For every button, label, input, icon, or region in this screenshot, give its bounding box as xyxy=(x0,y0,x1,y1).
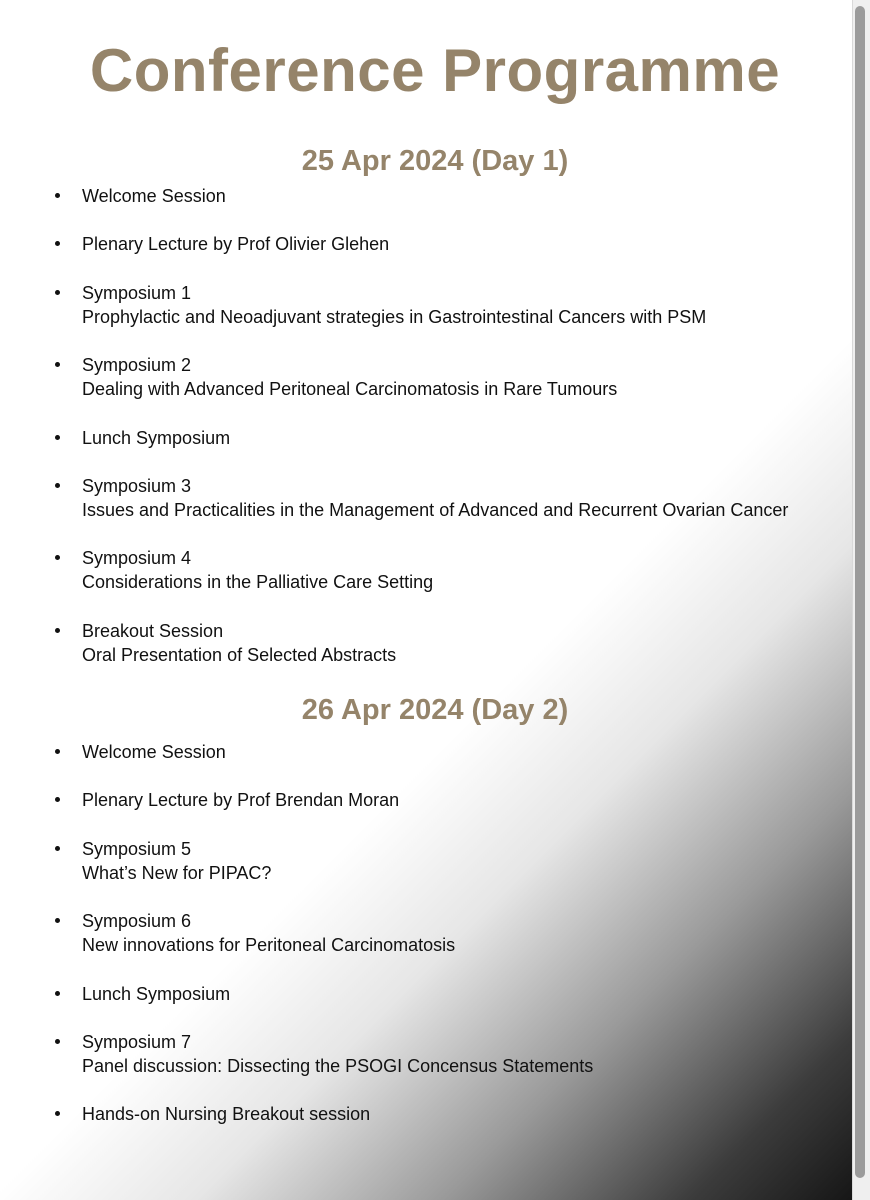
bullet-icon xyxy=(55,846,60,851)
session-item xyxy=(0,788,852,812)
session-item xyxy=(0,546,852,594)
session-subtitle: New innovations for Peritoneal Carcinomatosis xyxy=(82,935,456,956)
session-item xyxy=(0,909,852,957)
bullet-icon xyxy=(55,918,60,923)
session-title: Plenary Lecture by Prof Brendan Moran xyxy=(82,790,400,811)
session-title: Symposium 6 xyxy=(82,911,192,932)
session-item xyxy=(0,740,852,764)
session-title: Welcome Session xyxy=(82,186,226,206)
day-1-heading: 25 Apr 2024 (Day 1) xyxy=(301,145,569,177)
bullet-icon xyxy=(55,555,60,560)
bullet-icon xyxy=(55,749,60,754)
scrollbar-thumb[interactable] xyxy=(855,6,865,1178)
session-title: Welcome Session xyxy=(82,742,226,762)
session-title: Lunch Symposium xyxy=(82,983,231,1004)
session-item xyxy=(0,837,852,885)
session-item xyxy=(0,426,852,450)
session-subtitle: Panel discussion: Dissecting the PSOGI Concensus Statements xyxy=(82,1055,594,1076)
session-item xyxy=(0,353,852,401)
session-item xyxy=(0,232,852,256)
session-title: Symposium 7 xyxy=(82,1031,192,1052)
session-subtitle: Prophylactic and Neoadjuvant strategies in Gastrointestinal Cancers with PSM xyxy=(82,306,707,327)
session-title: Symposium 3 xyxy=(82,475,192,496)
day-1-session-list xyxy=(0,184,852,691)
bullet-icon xyxy=(55,290,60,295)
session-title: Symposium 1 xyxy=(82,282,192,303)
session-subtitle: Dealing with Advanced Peritoneal Carcinomatosis in Rare Tumours xyxy=(82,379,618,400)
session-item xyxy=(0,1102,852,1126)
session-title: Symposium 4 xyxy=(82,548,192,569)
bullet-icon xyxy=(55,797,60,802)
bullet-icon xyxy=(55,628,60,633)
bullet-icon xyxy=(55,193,60,198)
session-subtitle: Issues and Practicalities in the Management of Advanced and Recurrent Ovarian Cancer xyxy=(82,499,789,520)
session-title: Hands-on Nursing Breakout session xyxy=(82,1104,371,1125)
session-title: Plenary Lecture by Prof Olivier Glehen xyxy=(82,234,390,255)
bullet-icon xyxy=(55,1111,60,1116)
bullet-icon xyxy=(55,483,60,488)
session-title: Symposium 2 xyxy=(82,355,192,376)
day-2-session-list xyxy=(0,740,852,1151)
day-2-heading: 26 Apr 2024 (Day 2) xyxy=(301,694,569,726)
bullet-icon xyxy=(55,362,60,367)
session-item xyxy=(0,619,852,667)
bullet-icon xyxy=(55,991,60,996)
session-title: Breakout Session xyxy=(82,620,224,641)
session-item xyxy=(0,474,852,522)
session-item xyxy=(0,281,852,329)
bullet-icon xyxy=(55,241,60,246)
bullet-icon xyxy=(55,1039,60,1044)
session-item xyxy=(0,184,852,208)
session-item xyxy=(0,982,852,1006)
session-title: Symposium 5 xyxy=(82,838,192,859)
session-title: Lunch Symposium xyxy=(82,427,231,448)
page-title: Conference Programme xyxy=(89,37,781,104)
session-subtitle: Oral Presentation of Selected Abstracts xyxy=(82,644,397,665)
session-item xyxy=(0,1030,852,1078)
bullet-icon xyxy=(55,435,60,440)
session-subtitle: What’s New for PIPAC? xyxy=(82,862,272,883)
session-subtitle: Considerations in the Palliative Care Setting xyxy=(82,572,434,593)
